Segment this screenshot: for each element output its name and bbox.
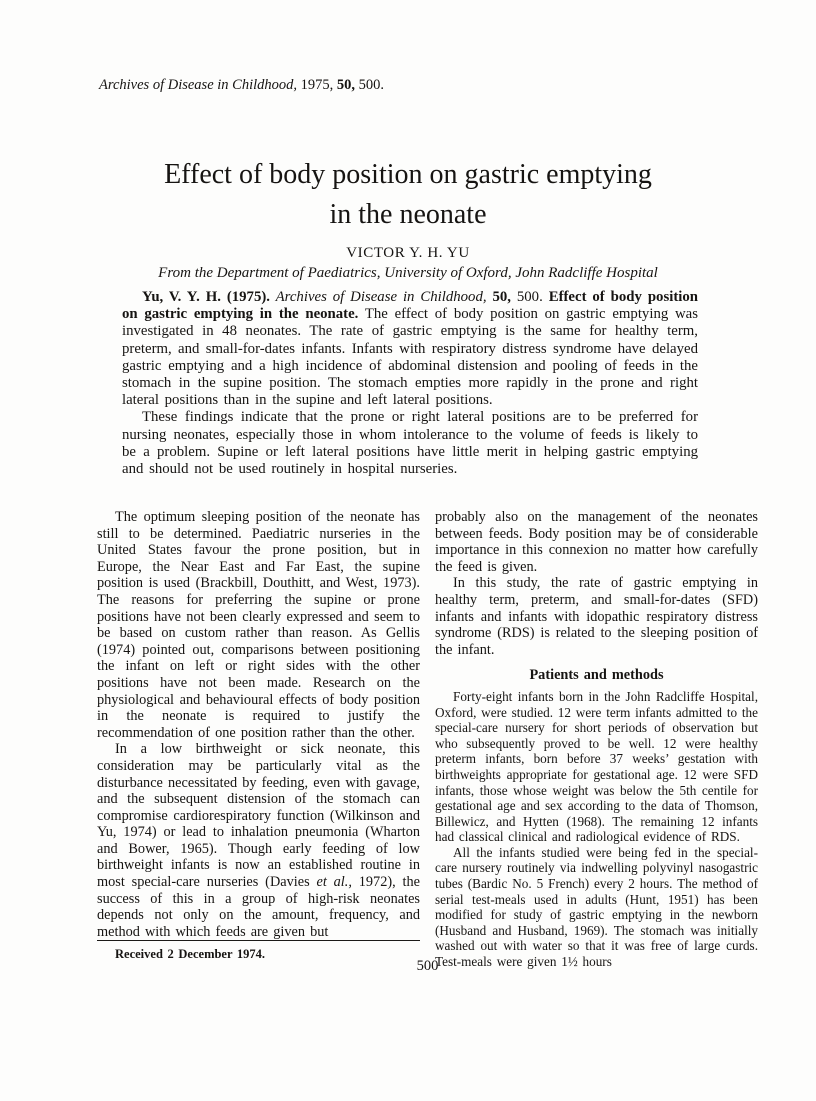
body-paragraph-intro-2 — [97, 741, 420, 940]
abstract-citation-title: Effect of body position on gastric emptying in the neonate. — [122, 289, 698, 323]
abstract-citation-journal: Archives of Disease in Childhood, — [269, 289, 493, 305]
section-heading-patients-and-methods: Patients and methods — [529, 667, 664, 684]
page-number: 500 — [416, 958, 439, 974]
running-head-volume: 50, — [336, 77, 356, 93]
article-title — [0, 155, 816, 235]
abstract — [122, 289, 698, 478]
article-title-line2: in the neonate — [329, 199, 487, 230]
abstract-citation-volume: 50, — [492, 289, 511, 305]
body-paragraph-intro-2-part2: 1972), the success of this in a group of high-risk neonates depends not only on the amount, frequency, and method with which feeds are given but — [97, 874, 420, 940]
title-block — [0, 155, 816, 282]
left-column — [97, 509, 420, 970]
running-head — [99, 77, 384, 94]
abstract-citation-page: 500. — [510, 289, 549, 305]
running-head-year: 1975, — [297, 77, 337, 93]
body-paragraph-intro-2-part1: In a low birthweight or sick neonate, this consideration may be particularly vital as the disturbance necessitated by feeding, even with gavage, and the subsequent distension of the stomach can compromise cardiorespiratory function (Wilkinson and Yu, 1974) or lead to inhalation pneumonia (Wharton and Bower, 1965). Though early feeding of low birthweight infants is now an established routine in most special-care nurseries (Davies — [97, 741, 420, 891]
body-paragraph-intro-3: probably also on the management of the neonates between feeds. Body position may be of considerable importance in this connexion no matter how carefully the feed is given. — [435, 509, 758, 575]
running-head-page-ref: 500. — [355, 77, 385, 93]
abstract-paragraph-1-text: The effect of body position on gastric emptying was investigated in 48 neonates. The rate of gastric emptying is the same for healthy term, preterm, and small-for-dates infants. Infants with respiratory distress syndrome have delayed gastric emptying and a high incidence of abdominal distension and pooling of feeds in the stomach in the supine position. The stomach empties more rapidly in the prone and right lateral positions than in the supine and left lateral positions. — [122, 306, 698, 409]
abstract-citation-author: Yu, V. Y. H. (1975). — [142, 289, 270, 305]
right-column — [435, 509, 758, 970]
received-date-footnote: Received 2 December 1974. — [97, 940, 420, 963]
et-al-citation: et al., — [316, 874, 352, 891]
methods-paragraph-2: All the infants studied were being fed in the special-care nursery routinely via indwelling polyvinyl nasogastric tubes (Bardic No. 5 French) every 2 hours. The method of serial test-meals used in adults (Hunt, 1951) has been modified for study of gastric emptying in the newborn (Husband and Husband, 1969). The stomach was initially washed out with water so that it was free of large curds. Test-meals were given 1½ hours — [435, 844, 758, 970]
author-affiliation: From the Department of Paediatrics, University of Oxford, John Radcliffe Hospital — [158, 265, 658, 281]
article-title-line1: Effect of body position on gastric emptying — [164, 159, 652, 190]
methods-paragraph-1: Forty-eight infants born in the John Radcliffe Hospital, Oxford, were studied. 12 were term infants admitted to the special-care nursery for short periods of observation but who subsequently proved to be well. 12 were healthy preterm infants, born before 37 weeks’ gestation with birthweights appropriate for gestational age. 12 were SFD infants, those whose weight was below the 5th centile for gestational age and sex according to the data of Thomson, Billewicz, and Hytten (1968). The remaining 12 infants had classical clinical and radiological evidence of RDS. — [435, 688, 758, 845]
body-paragraph-intro-4: In this study, the rate of gastric emptying in healthy term, preterm, and small-for-dates (SFD) infants and infants with idopathic respiratory distress syndrome (RDS) is related to the sleeping position of the infant. — [435, 575, 758, 658]
abstract-paragraph-1 — [122, 289, 698, 409]
running-head-journal-name: Archives of Disease in Childhood, — [99, 77, 298, 93]
abstract-paragraph-2: These findings indicate that the prone or right lateral positions are to be preferred for nursing neonates, especially those in whom intolerance to the volume of feeds is likely to be a problem. Supine or left lateral positions have little merit in helping gastric emptying and should not be used routinely in hospital nurseries. — [122, 409, 698, 478]
article-body — [97, 509, 758, 970]
author-name: VICTOR Y. H. YU — [346, 245, 470, 261]
body-paragraph-intro-1: The optimum sleeping position of the neonate has still to be determined. Paediatric nurseries in the United States favour the prone position, but in Europe, the Near East and Far East, the supine position is used (Brackbill, Douthitt, and West, 1973). The reasons for preferring the supine or prone positions have not been clearly expressed and seem to be based on custom rather than reason. As Gellis (1974) pointed out, comparisons between positioning the infant on left or right sides with the other positions have not been made. Research on the physiological and behavioural effects of body position in the neonate is required to justify the recommendation of one position rather than the other. — [97, 509, 420, 741]
